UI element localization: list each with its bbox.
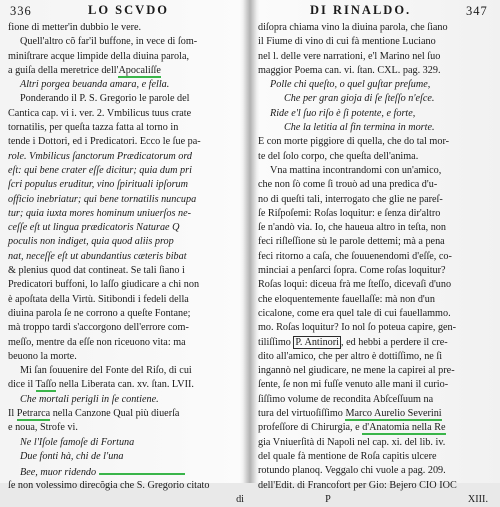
verse-line: Che mortali perigli in ſe contiene. — [20, 393, 159, 405]
text-line — [258, 421, 496, 435]
text-line: nel l. delle vere narrationi, e'l Marino nel ſuo — [258, 50, 441, 62]
apocalisse-highlight: Apocaliſſe — [118, 64, 161, 76]
text-line: tende i Dottori, ed i Predicatori. Ecco le ſue pa- — [8, 136, 201, 148]
right-page-body — [258, 21, 496, 507]
right-page — [254, 0, 500, 505]
verse-line: Che la letitia al fin termina in morte. — [284, 122, 435, 134]
text-line: mo. Roſas loquitur? Io nol ſo poteua capire, gen- — [258, 322, 457, 334]
text-line: è apoſtata della Virtù. Sitibondi i fedeli della — [8, 293, 189, 305]
text-line: gia Vniuerſità di Napoli nel cap. xi. del lib. iv. — [258, 436, 446, 448]
text-line: Roſas loqui: diceua frà me ſteſſo, dicevaſi d'uno — [258, 279, 452, 291]
text-span: a guiſa della meretrice dell' — [8, 64, 119, 76]
severini-highlight: Marco Aurelio Severini — [345, 408, 442, 420]
text-line: ingannò nel giudicare, ne mene la capirei al pre- — [258, 365, 455, 377]
verse-line: Che per gran gioja di ſe ſteſſo n'eſce. — [284, 93, 435, 105]
text-line: cicalone, come era quel tale di cui fauellammo. — [258, 307, 451, 319]
text-line: tur; quia iuxta mores hominum uniuerſos ne- — [8, 207, 191, 219]
text-line: diuina parola ſe ne corrono a queſte Fontane; — [8, 307, 191, 319]
text-line: feci ritorno a caſa, che ſouuenendomi d'eſſe, co- — [258, 250, 452, 262]
text-line: Vna mattina incontrandomi con un'amico, — [270, 164, 442, 176]
text-span: Il — [8, 408, 17, 420]
verse-line: Altri porgea beuanda amara, e fella. — [20, 79, 170, 91]
signature-mark: P — [325, 493, 331, 505]
text-line: nat, neceſſe eſt ut abundantius cæteris bibat — [8, 250, 187, 262]
text-line: Predicatori buffoni, lo laſſo giudicare a chi non — [8, 279, 200, 291]
right-page-header — [254, 2, 500, 22]
text-line: e noua, Strofe vi. — [8, 422, 78, 434]
text-line: poculis non indiget, quia quod aliis prop — [8, 236, 174, 248]
text-line: feci riſleſſione sù le parole dettemi; mà a pena — [258, 236, 445, 248]
text-line: mà troppo tardi s'accorgono dell'errore com- — [8, 322, 189, 334]
text-line: ſe n'andò via. Io, che haueua altro in teſta, non — [258, 222, 446, 234]
text-line: te del ſolo corpo, che queſta dell'anima. — [258, 150, 419, 162]
text-line: maggior Poema can. vi. ſtan. CXL. pag. 329. — [258, 64, 441, 76]
left-page-number: 336 — [10, 4, 32, 18]
verse-line — [8, 464, 244, 478]
left-running-title: LO SCVDO — [88, 3, 169, 17]
text-line — [258, 336, 496, 350]
text-line: meſſo, mentre da eſſe non riceuono vita: ma — [8, 336, 186, 348]
anatomia-highlight: d'Anatomia nella Re — [362, 422, 446, 434]
right-page-number: 347 — [466, 4, 488, 18]
text-line: ſe non volessimo direcõgia che S. Gregorio citato — [8, 479, 210, 491]
text-line: E con morte piggiore di quella, che do tal mor- — [258, 136, 450, 148]
line-end: di — [236, 493, 244, 505]
text-line: dell'Edit. di Francofort per Gio: Bejero CIO IOC — [258, 479, 457, 491]
antinori-highlight: P. Antinori — [295, 336, 339, 348]
text-line: fione di metter'in dubbio le vere. — [8, 22, 142, 33]
text-span: , ed hebbi a perdere il cre- — [340, 336, 448, 348]
tasso-highlight: Taſſo — [35, 379, 57, 391]
text-span: nella Canzone Qual più diuerſa — [50, 408, 180, 420]
verse-underline — [99, 464, 185, 475]
text-span: Bee, muor ridendo — [20, 467, 97, 479]
text-line: officio inebriatur; qui bene tornatilis nuncupa — [8, 193, 197, 205]
verse-line: Due fonti hà, chi de l'una — [20, 450, 124, 462]
text-line — [8, 378, 244, 392]
text-span: profeſſore di Chirurgia, e — [258, 422, 363, 434]
text-line: Mi ſan ſouuenire del Fonte del Riſo, di cui — [20, 365, 192, 377]
text-line: rotundo planoq. Veggalo chi vuole a pag. 209. — [258, 465, 446, 477]
text-line: role. Vmbilicus ſanctorum Prædicatorum ord — [8, 150, 193, 162]
text-line: no di queſti tali, interrogato che glie ne pareſ- — [258, 193, 443, 205]
verse-line: Ne l'Iſole famoſe di Fortuna — [20, 436, 135, 448]
text-line: eſt: qui bene crater eſſe dicitur; quia dum pri — [8, 164, 192, 176]
petrarca-highlight: Petrarca — [16, 408, 51, 420]
left-page — [0, 0, 246, 505]
text-line: Cantica cap. vi i. ver. 2. Vmbilicus tuus crate — [8, 107, 192, 119]
text-line: Quell'altro cõ far'il buffone, in vece di ſom- — [20, 36, 198, 48]
text-line: ſente, ſe non mi fuſſe venuto alle mani il curio- — [258, 379, 449, 391]
left-page-body — [8, 21, 244, 507]
text-line — [258, 407, 496, 421]
text-span: tura del virtuoſiſſimo — [258, 408, 346, 420]
text-line: tornatilis, per queſta tazza fatta al torno in — [8, 122, 179, 134]
text-line: che non ſò come ſi trouò ad una predica d'u- — [258, 179, 438, 191]
catchword: XIII. — [467, 493, 488, 505]
verse-line: Ride e'l ſuo riſo è ſi potente, e forte, — [270, 107, 416, 119]
text-line: il Fiume di vino di cui fà mentione Luciano — [258, 36, 436, 48]
text-line — [8, 64, 244, 78]
text-span: nella Liberata can. xv. ſtan. LVII. — [56, 379, 194, 391]
text-line: Ponderando il P. S. Gregorio le parole del — [20, 93, 190, 105]
left-page-header — [0, 2, 246, 22]
text-line: ſe Riſpoſemi: Roſas loquitur: e ſenza dir'altro — [258, 207, 441, 219]
verse-line: Polle chi queſto, o quel guſtar preſume, — [270, 79, 431, 91]
right-running-title: DI RINALDO. — [310, 3, 412, 17]
text-line: ſcri populus eruditur, vino ſpirituali ipſorum — [8, 179, 188, 191]
text-line: minciai a penſarci ſopra. Come roſas loquitur? — [258, 265, 446, 277]
text-line: beuono la morte. — [8, 350, 77, 362]
text-span: tiliſſimo — [258, 336, 294, 348]
text-line: del quale fà mentione de Roſa capitis ulcere — [258, 450, 437, 462]
text-line: miniſtrare acque limpide della diuina parola, — [8, 50, 190, 62]
text-line: ceſſe eſt ut lingua prædicatoris Naturae Q — [8, 222, 180, 234]
text-line: diſopra chiama vino la diuina parola, che ſiano — [258, 22, 448, 33]
text-line: dito all'amico, che per altro è dottiſſimo, ne ſi — [258, 350, 443, 362]
page-footer — [258, 493, 496, 507]
text-span: dice il — [8, 379, 36, 391]
text-line — [8, 407, 244, 421]
text-line: che eloquentemente fauellaſſe: mà non d'un — [258, 293, 435, 305]
text-line: ſiſſimo volume de recondita Abſceſſuum na — [258, 393, 434, 405]
text-line: & plenius quod dat contineat. Se tali ſiano i — [8, 265, 185, 277]
